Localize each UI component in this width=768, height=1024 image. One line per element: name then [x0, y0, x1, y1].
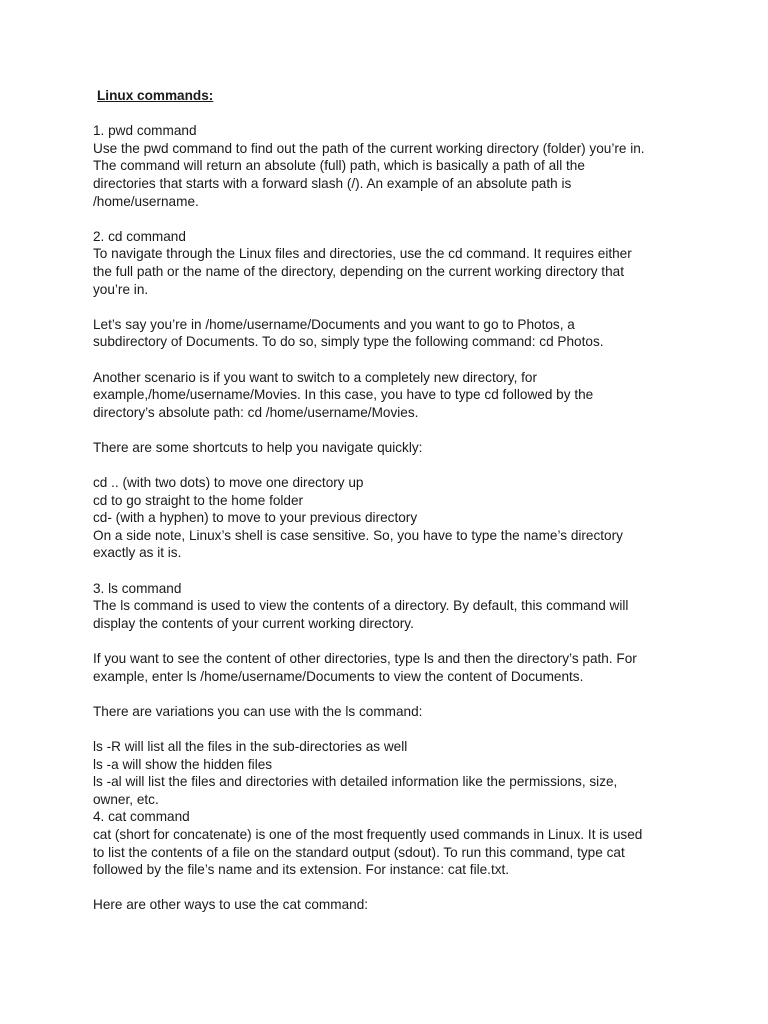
text-line: 3. ls command — [93, 580, 182, 596]
text-line: ls -R will list all the files in the sub-directories as well — [93, 738, 408, 754]
paragraph-gap — [93, 685, 683, 703]
text-line: display the contents of your current working directory. — [93, 615, 414, 631]
paragraph-gap — [93, 720, 683, 738]
text-line: Let’s say you’re in /home/username/Documents and you want to go to Photos, a — [93, 316, 575, 332]
paragraph-gap — [93, 632, 683, 650]
paragraph-gap — [93, 562, 683, 580]
text-line: 4. cat command — [93, 809, 190, 825]
text-line: to list the contents of a file on the standard output (sdout). To run this command, type cat — [93, 844, 625, 860]
paragraph-gap — [93, 351, 683, 369]
paragraph — [93, 369, 683, 422]
text-line: The command will return an absolute (full) path, which is basically a path of all the — [93, 158, 585, 174]
text-line: directories that starts with a forward slash (/). An example of an absolute path is — [93, 175, 572, 191]
text-line: Use the pwd command to find out the path of the current working directory (folder) you’re in. — [93, 140, 645, 156]
paragraph — [93, 580, 683, 633]
paragraph — [93, 703, 683, 721]
text-line: directory’s absolute path: cd /home/username/Movies. — [93, 404, 419, 420]
paragraph — [93, 650, 683, 685]
text-line: /home/username. — [93, 193, 199, 209]
text-line: you’re in. — [93, 281, 149, 297]
text-line: On a side note, Linux’s shell is case sensitive. So, you have to type the name’s directory — [93, 527, 623, 543]
text-line: exactly as it is. — [93, 545, 182, 561]
text-line: To navigate through the Linux files and directories, use the cd command. It requires either — [93, 246, 632, 262]
paragraph-gap — [93, 105, 683, 123]
text-line: the full path or the name of the directory, depending on the current working directory that — [93, 263, 624, 279]
text-line: cd to go straight to the home folder — [93, 492, 304, 508]
paragraph — [93, 122, 683, 210]
paragraph — [93, 474, 683, 562]
text-line: ls -al will list the files and directories with detailed information like the permissions, size, — [93, 774, 618, 790]
paragraph-gap — [93, 421, 683, 439]
text-line: cd- (with a hyphen) to move to your previous directory — [93, 510, 418, 526]
document-body — [93, 87, 683, 914]
text-line: The ls command is used to view the contents of a directory. By default, this command will — [93, 598, 629, 614]
text-line: There are some shortcuts to help you navigate quickly: — [93, 439, 423, 455]
paragraph-gap — [93, 298, 683, 316]
text-line: If you want to see the content of other directories, type ls and then the directory’s path. For — [93, 651, 637, 666]
document-paragraphs — [93, 105, 683, 914]
paragraph — [93, 896, 683, 914]
text-line: cat (short for concatenate) is one of the most frequently used commands in Linux. It is used — [93, 826, 643, 842]
paragraph — [93, 738, 683, 879]
paragraph — [93, 228, 683, 298]
document-title: Linux commands: — [97, 88, 214, 103]
text-line: example,/home/username/Movies. In this case, you have to type cd followed by the — [93, 387, 594, 403]
text-line: owner, etc. — [93, 791, 159, 807]
text-line: subdirectory of Documents. To do so, simply type the following command: cd Photos. — [93, 334, 604, 350]
paragraph-gap — [93, 456, 683, 474]
text-line: ls -a will show the hidden files — [93, 756, 273, 772]
paragraph-gap — [93, 879, 683, 897]
text-line: followed by the file’s name and its extension. For instance: cat file.txt. — [93, 862, 510, 878]
paragraph — [93, 439, 683, 457]
text-line: example, enter ls /home/username/Documents to view the content of Documents. — [93, 668, 584, 684]
text-line: cd .. (with two dots) to move one directory up — [93, 475, 364, 491]
text-line: Here are other ways to use the cat command: — [93, 897, 369, 913]
paragraph — [93, 316, 683, 351]
text-line: 2. cd command — [93, 228, 186, 244]
paragraph-gap — [93, 210, 683, 228]
text-line: There are variations you can use with the ls command: — [93, 703, 423, 719]
text-line: Another scenario is if you want to switch to a completely new directory, for — [93, 369, 538, 385]
text-line: 1. pwd command — [93, 123, 197, 139]
